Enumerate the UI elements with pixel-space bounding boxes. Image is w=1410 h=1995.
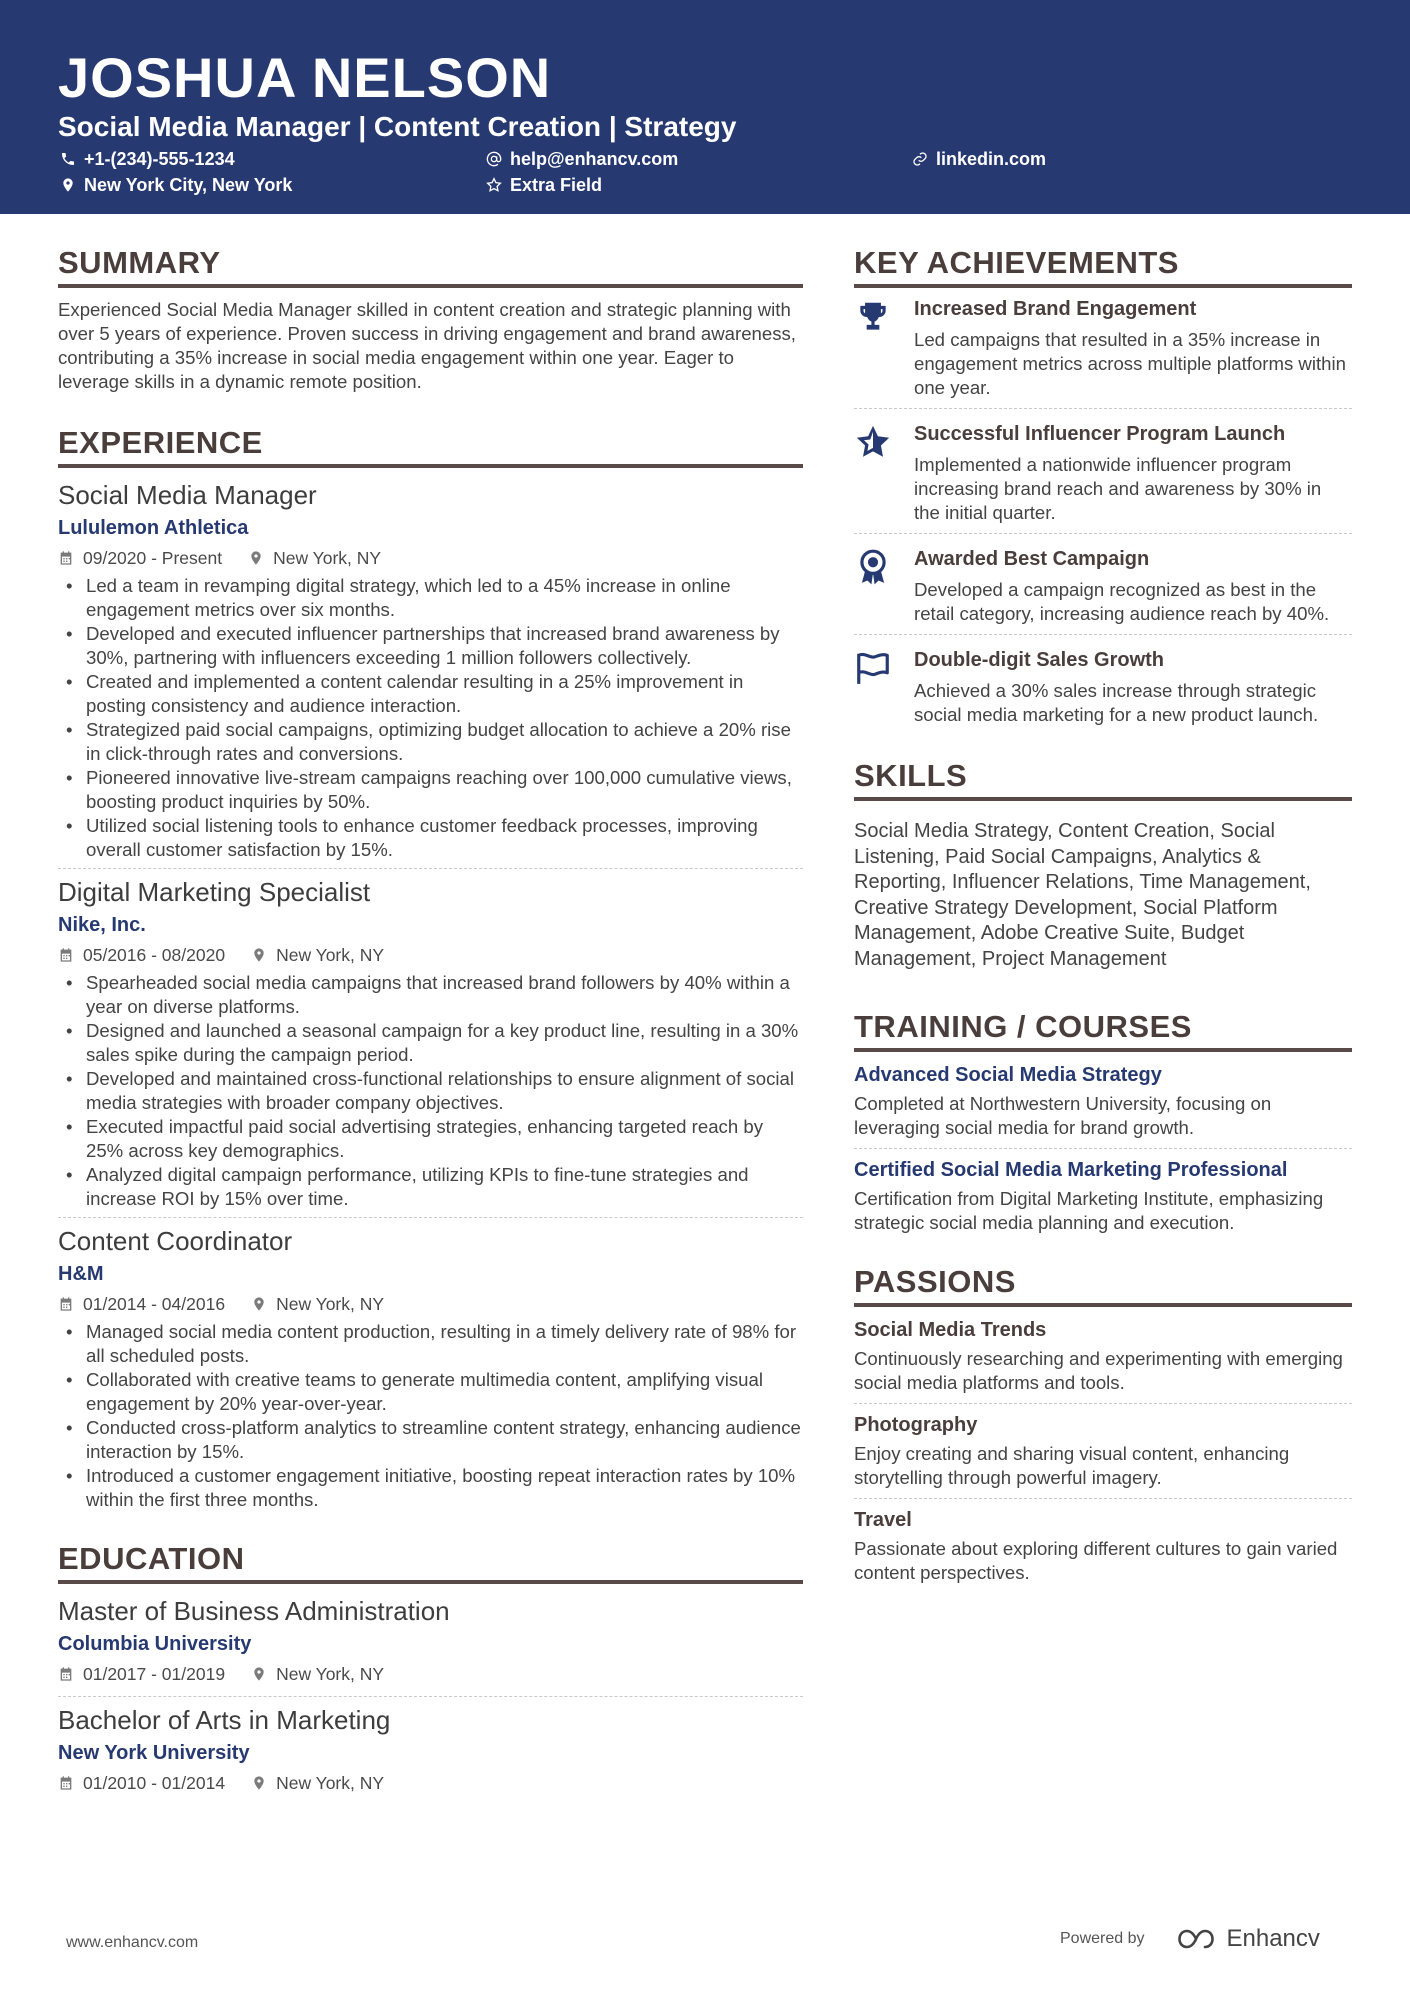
entry-divider	[58, 1696, 803, 1697]
course-desc: Completed at Northwestern University, focusing on leveraging social media for brand growth.	[854, 1093, 1272, 1138]
calendar-icon	[58, 1296, 74, 1312]
education-location	[251, 1771, 384, 1795]
bullet-item: • Developed and executed influencer partnerships that increased brand awareness by 30%, partnering with influencers exceeding 1 million followers collectively.	[58, 622, 803, 670]
education-location	[251, 1662, 384, 1686]
bullet-item: • Pioneered innovative live-stream campaigns reaching over 100,000 cumulative views, boosting product inquiries by 50%.	[58, 766, 803, 814]
entry-divider	[58, 1217, 803, 1218]
experience-section	[58, 424, 803, 1512]
location-pin-icon	[60, 177, 76, 193]
phone-icon	[60, 151, 76, 167]
job-location-text: New York, NY	[276, 1294, 385, 1314]
school-name: New York University	[58, 1742, 250, 1764]
job-title: Content Coordinator	[58, 1226, 293, 1256]
calendar-icon	[58, 1775, 74, 1791]
passion-item	[854, 1317, 1352, 1395]
enhancv-logo-text: Enhancv	[1226, 1925, 1320, 1952]
summary-section	[58, 244, 803, 394]
passion-title: Photography	[854, 1414, 978, 1436]
section-divider	[854, 1048, 1352, 1052]
resume-header	[0, 0, 1410, 214]
achievement-item	[854, 409, 1352, 533]
achievement-title: Increased Brand Engagement	[914, 298, 1197, 320]
section-divider	[854, 797, 1352, 801]
location-pin-icon	[251, 947, 267, 963]
achievement-title: Double-digit Sales Growth	[914, 649, 1165, 671]
achievement-desc: Achieved a 30% sales increase through strategic social media marketing for a new product launch.	[914, 680, 1319, 725]
section-divider	[58, 284, 803, 288]
passion-desc: Passionate about exploring different cultures to gain varied content perspectives.	[854, 1538, 1338, 1583]
trophy-icon	[854, 298, 892, 336]
course-title: Advanced Social Media Strategy	[854, 1064, 1162, 1086]
calendar-icon	[58, 1666, 74, 1682]
bullet-item: • Strategized paid social campaigns, optimizing budget allocation to achieve a 20% rise in click-through rates and conversions.	[58, 718, 803, 766]
candidate-name: JOSHUA NELSON	[58, 46, 552, 109]
award-ribbon-icon	[854, 548, 892, 586]
email-link[interactable]: help@enhancv.com	[510, 149, 679, 169]
enhancv-logo-icon	[1173, 1927, 1219, 1951]
education-entry	[58, 1703, 803, 1795]
degree-title: Master of Business Administration	[58, 1596, 450, 1626]
contact-location	[60, 174, 292, 196]
training-section	[854, 1008, 1352, 1235]
training-heading: TRAINING / COURSES	[854, 1009, 1192, 1044]
experience-entry	[58, 875, 803, 1211]
location-pin-icon	[251, 1775, 267, 1791]
passion-item	[854, 1412, 1352, 1490]
job-dates: 05/2016 - 08/2020	[83, 945, 226, 965]
job-location	[251, 1292, 384, 1316]
star-outline-icon	[486, 177, 502, 193]
bullet-item: • Analyzed digital campaign performance, utilizing KPIs to fine-tune strategies and increase ROI by 15% over time.	[58, 1163, 803, 1211]
experience-heading: EXPERIENCE	[58, 425, 263, 460]
achievement-icon-wrap	[854, 421, 914, 525]
bullet-item: • Executed impactful paid social advertising strategies, enhancing targeted reach by 25% across key demographics.	[58, 1115, 803, 1163]
education-location-text: New York, NY	[276, 1664, 385, 1684]
footer-website[interactable]: www.enhancv.com	[66, 1934, 199, 1951]
course-item	[854, 1157, 1352, 1235]
location-pin-icon	[251, 1666, 267, 1682]
job-location-text: New York, NY	[273, 548, 382, 568]
candidate-headline: Social Media Manager | Content Creation | Strategy	[58, 111, 737, 142]
job-meta	[58, 1292, 803, 1316]
company-name: Nike, Inc.	[58, 914, 146, 936]
entry-divider	[854, 1498, 1352, 1499]
bullet-item: • Managed social media content production, resulting in a timely delivery rate of 98% for all scheduled posts.	[58, 1320, 803, 1368]
job-meta	[58, 943, 803, 967]
skills-list: Social Media Strategy, Content Creation, Social Listening, Paid Social Campaigns, Analytics & Reporting, Influencer Relations, Time Management, Creative Strategy Development, Social Platform Management, Adobe Creative Suite, Budget Management, Project Management	[854, 820, 1311, 970]
education-location-text: New York, NY	[276, 1773, 385, 1793]
contact-email	[486, 148, 678, 170]
skills-section	[854, 757, 1352, 972]
bullet-item: • Spearheaded social media campaigns that increased brand followers by 40% within a year on diverse platforms.	[58, 971, 803, 1019]
star-icon	[854, 423, 892, 461]
section-divider	[854, 1303, 1352, 1307]
right-column	[854, 244, 1352, 1585]
achievement-item	[854, 288, 1352, 408]
company-name: Lululemon Athletica	[58, 517, 249, 539]
achievement-desc: Led campaigns that resulted in a 35% increase in engagement metrics across multiple platforms within one year.	[914, 329, 1346, 398]
passion-item	[854, 1507, 1352, 1585]
education-meta	[58, 1771, 803, 1795]
education-dates: 01/2017 - 01/2019	[83, 1664, 226, 1684]
passion-title: Travel	[854, 1509, 912, 1531]
education-meta	[58, 1662, 803, 1686]
contact-linkedin	[912, 148, 1046, 170]
job-location	[251, 943, 384, 967]
location-pin-icon	[251, 1296, 267, 1312]
achievement-desc: Developed a campaign recognized as best in the retail category, increasing audience reach by 40%.	[914, 579, 1330, 624]
bullet-item: • Introduced a customer engagement initiative, boosting repeat interaction rates by 10% within the first three months.	[58, 1464, 803, 1512]
achievement-title: Successful Influencer Program Launch	[914, 423, 1286, 445]
bullet-item: • Led a team in revamping digital strategy, which led to a 45% increase in online engagement metrics over six months.	[58, 574, 803, 622]
company-name: H&M	[58, 1263, 104, 1285]
calendar-icon	[58, 947, 74, 963]
location-text: New York City, New York	[84, 175, 293, 195]
achievement-item	[854, 635, 1352, 735]
achievement-desc: Implemented a nationwide influencer program increasing brand reach and awareness by 30% in the initial quarter.	[914, 454, 1322, 523]
linkedin-link[interactable]: linkedin.com	[936, 149, 1047, 169]
section-divider	[58, 1580, 803, 1584]
job-title: Digital Marketing Specialist	[58, 877, 371, 907]
job-title: Social Media Manager	[58, 480, 317, 510]
entry-divider	[854, 1403, 1352, 1404]
education-heading: EDUCATION	[58, 1541, 245, 1576]
bullet-item: • Collaborated with creative teams to generate multimedia content, amplifying visual engagement by 20% year-over-year.	[58, 1368, 803, 1416]
job-dates: 09/2020 - Present	[83, 548, 223, 568]
school-name: Columbia University	[58, 1633, 252, 1655]
flag-icon	[854, 649, 892, 687]
degree-title: Bachelor of Arts in Marketing	[58, 1705, 391, 1735]
bullet-item: • Designed and launched a seasonal campaign for a key product line, resulting in a 30% sales spike during the campaign period.	[58, 1019, 803, 1067]
achievement-icon-wrap	[854, 546, 914, 626]
job-location-text: New York, NY	[276, 945, 385, 965]
achievements-heading: KEY ACHIEVEMENTS	[854, 245, 1179, 280]
job-location	[248, 546, 381, 570]
achievement-item	[854, 534, 1352, 634]
achievement-icon-wrap	[854, 296, 914, 400]
link-icon	[912, 151, 928, 167]
entry-divider	[854, 1148, 1352, 1149]
left-column	[58, 244, 803, 1795]
passion-desc: Enjoy creating and sharing visual content, enhancing storytelling through powerful imagery.	[854, 1443, 1290, 1488]
at-sign-icon	[486, 151, 502, 167]
education-section	[58, 1540, 803, 1795]
achievement-title: Awarded Best Campaign	[914, 548, 1150, 570]
job-bullets	[58, 574, 803, 862]
summary-text: Experienced Social Media Manager skilled in content creation and strategic planning with over 5 years of experience. Proven success in driving engagement and brand awareness, contributing a 35% increase in social media engagement within one year. Eager to leverage skills in a dynamic remote position.	[58, 299, 796, 392]
achievement-icon-wrap	[854, 647, 914, 727]
passion-title: Social Media Trends	[854, 1319, 1047, 1341]
calendar-icon	[58, 550, 74, 566]
passion-desc: Continuously researching and experimenting with emerging social media platforms and tools.	[854, 1348, 1343, 1393]
enhancv-logo[interactable]	[1173, 1925, 1320, 1953]
bullet-item: • Utilized social listening tools to enhance customer feedback processes, improving overall customer satisfaction by 15%.	[58, 814, 803, 862]
job-meta	[58, 546, 803, 570]
bullet-item: • Created and implemented a content calendar resulting in a 25% improvement in posting consistency and audience interaction.	[58, 670, 803, 718]
experience-entry	[58, 478, 803, 862]
contact-extra	[486, 174, 602, 196]
education-entry	[58, 1594, 803, 1686]
footer-branding	[1060, 1925, 1320, 1953]
skills-heading: SKILLS	[854, 758, 968, 793]
location-pin-icon	[248, 550, 264, 566]
bullet-item: • Conducted cross-platform analytics to streamline content strategy, enhancing audience interaction by 15%.	[58, 1416, 803, 1464]
phone-text[interactable]: +1-(234)-555-1234	[84, 149, 235, 169]
course-title: Certified Social Media Marketing Professional	[854, 1159, 1288, 1181]
section-divider	[58, 464, 803, 468]
summary-heading: SUMMARY	[58, 245, 221, 280]
bullet-item: • Developed and maintained cross-functional relationships to ensure alignment of social media strategies with broader company objectives.	[58, 1067, 803, 1115]
passions-section	[854, 1263, 1352, 1585]
education-dates: 01/2010 - 01/2014	[83, 1773, 226, 1793]
passions-heading: PASSIONS	[854, 1264, 1016, 1299]
course-item	[854, 1062, 1352, 1140]
job-bullets	[58, 1320, 803, 1512]
powered-by-label: Powered by	[1060, 1930, 1145, 1947]
course-desc: Certification from Digital Marketing Institute, emphasizing strategic social media planning and execution.	[854, 1188, 1324, 1233]
entry-divider	[58, 868, 803, 869]
experience-entry	[58, 1224, 803, 1512]
job-dates: 01/2014 - 04/2016	[83, 1294, 226, 1314]
achievements-section	[854, 244, 1352, 735]
job-bullets	[58, 971, 803, 1211]
contact-phone	[60, 148, 235, 170]
extra-field-text: Extra Field	[510, 175, 603, 195]
